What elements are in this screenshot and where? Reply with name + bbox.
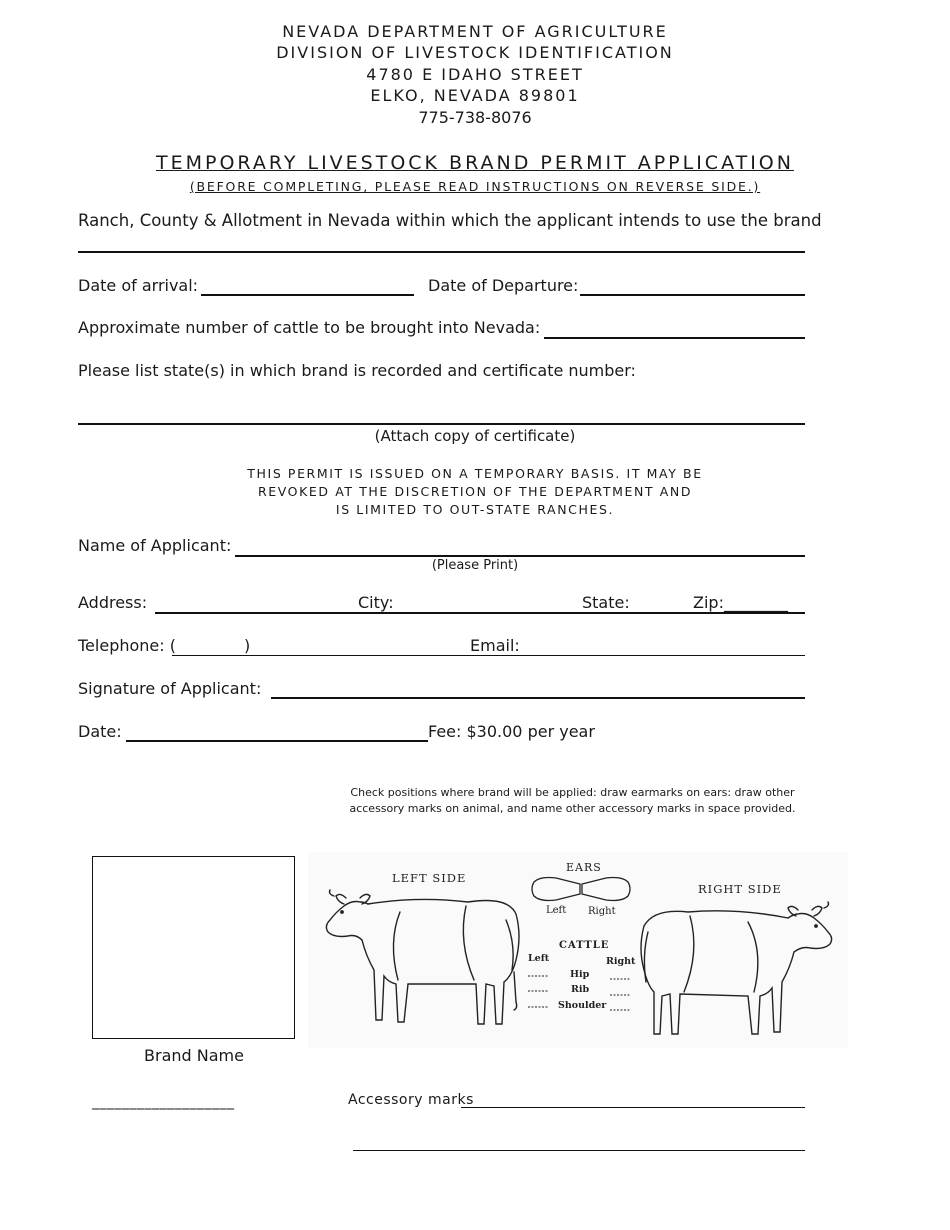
signature-field[interactable] [271,697,805,699]
attach-note: (Attach copy of certificate) [374,427,576,445]
applicant-name-label: Name of Applicant: [78,536,232,555]
print-note: (Please Print) [431,558,519,573]
fee-text: Fee: $30.00 per year [428,722,595,741]
shoulder-label: Shoulder [558,1000,607,1011]
col-right-label: Right [606,956,636,967]
notice-line-2: REVOKED AT THE DISCRETION OF THE DEPARTMENT AND [257,484,693,499]
permit-notice [0,465,950,519]
date-field[interactable] [126,740,428,742]
date-label: Date: [78,722,122,741]
states-label: Please list state(s) in which brand is recorded and certificate number: [78,361,636,380]
instructions-line-1: Check positions where brand will be applied: draw earmarks on ears: draw other [350,786,795,799]
ear-left-label: Left [546,905,567,916]
col-left-label: Left [528,953,550,964]
city-state-zip: ELKO, NEVADA 89801 [370,86,580,105]
agency-phone: 775-738-8076 [418,108,532,127]
accessory-marks-label: Accessory marks [348,1092,474,1108]
telephone-label: Telephone: ( [78,636,176,655]
street-address: 4780 E IDAHO STREET [366,65,584,84]
division-name: DIVISION OF LIVESTOCK IDENTIFICATION [276,43,674,62]
cattle-position-diagram [308,852,848,1048]
right-side-label: RIGHT SIDE [698,882,782,896]
arrival-date-field[interactable] [201,294,414,296]
brand-name-label: Brand Name [144,1046,244,1065]
address-field[interactable] [155,612,805,614]
brand-name-blank[interactable]: ___________________ [92,1094,235,1110]
cattle-label: CATTLE [559,940,610,951]
form-subtitle: (BEFORE COMPLETING, PLEASE READ INSTRUCTIONS ON REVERSE SIDE.) [189,179,761,194]
brand-drawing-box[interactable] [92,856,295,1039]
telephone-close-paren: ) [244,636,251,655]
address-label: Address: [78,593,148,612]
signature-label: Signature of Applicant: [78,679,262,698]
city-label: City: [358,593,394,612]
agency-name: NEVADA DEPARTMENT OF AGRICULTURE [282,22,668,41]
telephone-email-field[interactable] [172,655,805,656]
left-side-label: LEFT SIDE [392,871,467,885]
departure-date-field[interactable] [580,294,805,296]
states-field[interactable] [78,423,805,425]
applicant-name-field[interactable] [235,555,805,557]
ear-right-label: Right [588,906,616,917]
accessory-marks-field-2[interactable] [353,1150,805,1151]
form-subtitle-wrap [0,176,950,195]
cattle-count-field[interactable] [544,337,805,339]
cattle-count-label: Approximate number of cattle to be brought into Nevada: [78,318,541,337]
instructions-line-2: accessory marks on animal, and name other accessory marks in space provided. [349,802,796,815]
email-label: Email: [470,636,520,655]
form-title: TEMPORARY LIVESTOCK BRAND PERMIT APPLICATION [156,152,794,174]
departure-label: Date of Departure: [428,276,579,295]
notice-line-1: THIS PERMIT IS ISSUED ON A TEMPORARY BASIS. IT MAY BE [247,466,703,481]
accessory-marks-field-1[interactable] [461,1107,805,1108]
ranch-label: Ranch, County & Allotment in Nevada within which the applicant intends to use the brand [78,211,822,230]
rib-label: Rib [571,984,590,995]
ears-label: EARS [566,861,602,874]
zip-label: Zip:________ [693,593,788,612]
ranch-field[interactable] [78,251,805,253]
notice-line-3: IS LIMITED TO OUT-STATE RANCHES. [335,502,615,517]
hip-label: Hip [570,969,590,980]
arrival-label: Date of arrival: [78,276,199,295]
state-label: State: [582,593,630,612]
form-title-wrap [0,152,950,174]
brand-instructions [345,785,800,817]
